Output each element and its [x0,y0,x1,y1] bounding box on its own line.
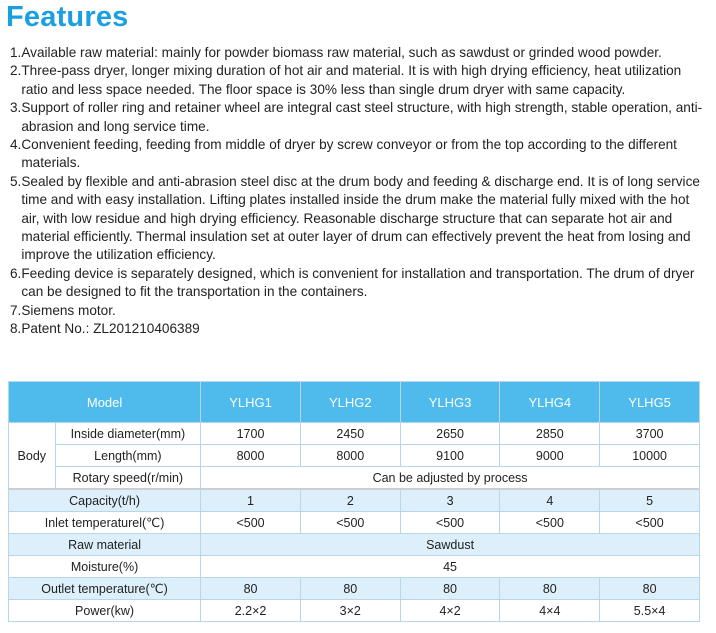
feature-item [10,44,706,62]
table-cell: 80 [300,578,400,600]
feature-number: 6. [10,265,22,281]
body-group-label: Body [9,423,56,490]
header-model-cell: YLHG4 [500,382,600,423]
table-cell: <500 [600,512,700,534]
table-cell: 8000 [300,445,400,467]
header-model-cell: YLHG1 [201,382,301,423]
feature-text: Siemens motor. [21,302,116,318]
table-cell: 2850 [500,423,600,445]
feature-number: 1. [10,45,22,60]
table-cell: 2 [300,489,400,512]
table-row-outlet-temperature [9,578,700,600]
feature-item [10,99,706,136]
table-cell: 2.2×2 [201,600,301,622]
table-cell: <500 [300,512,400,534]
table-cell: 3700 [600,423,700,445]
row-label: Rotary speed(r/min) [55,467,201,490]
table-row-raw-material [9,534,700,556]
table-row-rotary-speed [9,467,700,490]
feature-number: 2. [10,63,22,79]
table-cell: 9000 [500,445,600,467]
table-row-length [9,445,700,467]
feature-text: Available raw material: mainly for powder biomass raw material, such as sawdust or grinded wood powder. [21,45,662,60]
row-label: Inlet temperaturel(℃) [9,512,201,534]
row-label: Inside diameter(mm) [55,423,201,445]
header-model-cell: YLHG3 [400,382,500,423]
feature-number: 3. [10,100,22,116]
specification-table [8,381,700,622]
table-cell: 5 [600,489,700,512]
table-cell: 5.5×4 [600,600,700,622]
table-cell: 80 [201,578,301,600]
row-label: Outlet temperature(℃) [9,578,201,600]
header-model-cell: YLHG2 [300,382,400,423]
table-cell: 10000 [600,445,700,467]
table-cell: 2650 [400,423,500,445]
row-label: Power(kw) [9,600,201,622]
feature-number: 8. [10,321,22,337]
table-cell: 4 [500,489,600,512]
table-cell: 80 [500,578,600,600]
table-cell: 80 [400,578,500,600]
table-cell-merged: 45 [201,556,700,578]
feature-number: 7. [10,302,22,318]
table-row-capacity [9,489,700,512]
row-label: Raw material [9,534,201,556]
table-cell: 4×4 [500,600,600,622]
feature-text: Three-pass dryer, longer mixing duration of hot air and material. It is with high drying efficiency, heat utilization ratio and less space needed. The floor space is 30% less than single drum dryer with same capacity. [21,63,682,97]
features-heading: Features [6,1,129,33]
feature-item [10,173,706,265]
table-row-inside-diameter [9,423,700,445]
feature-text: Sealed by flexible and anti-abrasion steel disc at the drum body and feeding & discharge end. It is of long service time and with easy installation. Lifting plates installed inside the drum make the material fully mixed with the hot air, with low residue and high drying efficiency. Reasonable discharge structure that can separate hot air and material efficiently. Thermal insulation set at outer layer of drum can effectively prevent the heat from losing and improve the utilization efficiency. [21,173,700,263]
feature-item [10,136,706,173]
feature-text: Feeding device is separately designed, which is convenient for installation and transportation. The drum of dryer can be designed to fit the transportation in the containers. [21,265,695,300]
feature-item [10,320,706,338]
row-label: Capacity(t/h) [9,489,201,512]
table-cell: 8000 [201,445,301,467]
row-label: Moisture(%) [9,556,201,578]
table-header-row [9,382,700,423]
feature-number: 5. [10,173,22,189]
header-model-label: Model [9,382,201,423]
table-cell: <500 [500,512,600,534]
header-model-cell: YLHG5 [600,382,700,423]
table-row-inlet-temperature [9,512,700,534]
table-cell-merged: Can be adjusted by process [201,467,700,490]
row-label: Length(mm) [55,445,201,467]
table-cell: 9100 [400,445,500,467]
table-cell: 1700 [201,423,301,445]
table-cell: 80 [600,578,700,600]
table-cell: 1 [201,489,301,512]
feature-item [10,302,706,320]
table-cell: 3 [400,489,500,512]
table-cell: 2450 [300,423,400,445]
table-cell-merged: Sawdust [201,534,700,556]
table-cell: 4×2 [400,600,500,622]
table-cell: 3×2 [300,600,400,622]
feature-text: Patent No.: ZL201210406389 [21,321,200,337]
feature-text: Convenient feeding, feeding from middle of dryer by screw conveyor or from the top according to the different materials. [21,137,677,171]
table-row-moisture [9,556,700,578]
feature-number: 4. [10,137,22,153]
feature-item [10,62,706,99]
table-row-power [9,600,700,622]
table-cell: <500 [201,512,301,534]
features-list [10,44,706,339]
table-cell: <500 [400,512,500,534]
feature-text: Support of roller ring and retainer wheel are integral cast steel structure, with high strength, stable operation, anti-abrasion and long service time. [21,100,703,134]
feature-item [10,265,706,302]
